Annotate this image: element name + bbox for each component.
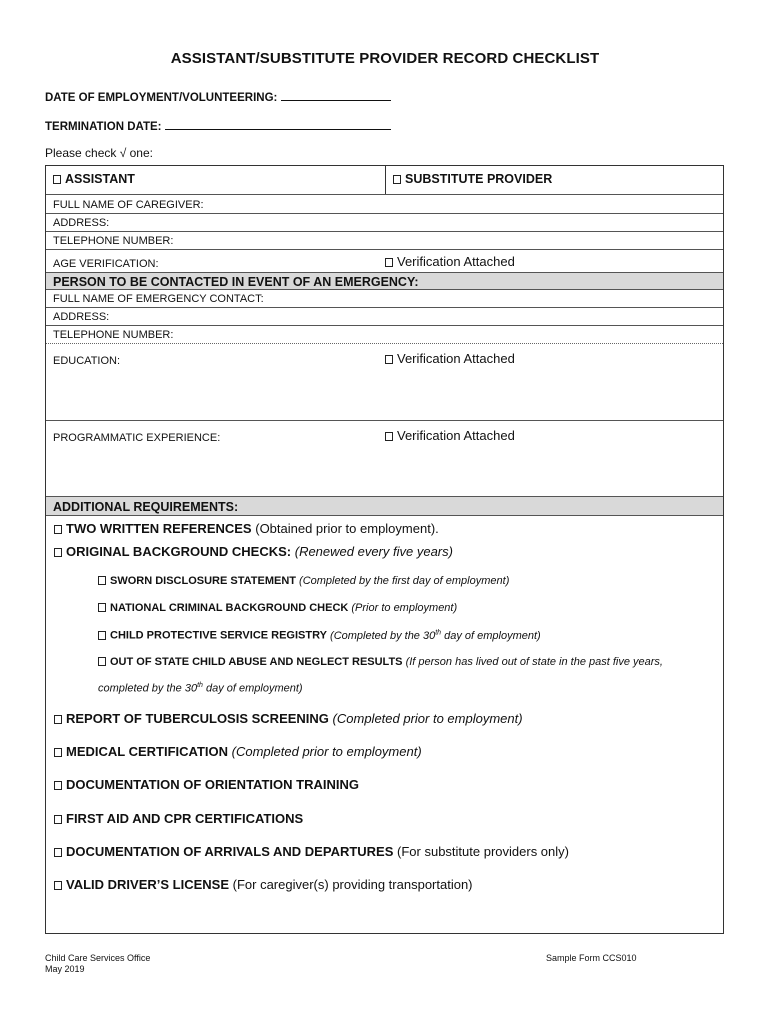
oos-checkbox[interactable]	[98, 657, 106, 666]
emergency-address-row[interactable]	[46, 308, 723, 326]
caregiver-telephone-label: TELEPHONE NUMBER:	[53, 235, 174, 247]
footer-form-id: Sample Form CCS010	[546, 953, 637, 963]
tb-checkbox[interactable]	[54, 715, 62, 724]
cps-note-part-b: day of employment)	[441, 629, 541, 642]
employment-date-label: DATE OF EMPLOYMENT/VOLUNTEERING:	[45, 92, 278, 104]
medical-note: (Completed prior to employment)	[231, 744, 422, 759]
license-checkbox[interactable]	[54, 881, 62, 890]
education-checkbox[interactable]	[385, 355, 393, 364]
termination-date-label: TERMINATION DATE:	[45, 121, 162, 133]
orientation-checkbox[interactable]	[54, 781, 62, 790]
background-checkbox[interactable]	[54, 548, 62, 557]
programmatic-verification-attached[interactable]	[385, 428, 515, 443]
arrivals-checkbox[interactable]	[54, 848, 62, 857]
education-verification-label: Verification Attached	[397, 351, 515, 366]
programmatic-checkbox[interactable]	[385, 432, 393, 441]
req-background-checks[interactable]	[54, 544, 453, 559]
emergency-telephone-row[interactable]	[46, 326, 723, 344]
ncbc-label: NATIONAL CRIMINAL BACKGROUND CHECK	[110, 602, 349, 614]
req-drivers-license[interactable]	[54, 877, 473, 892]
references-checkbox[interactable]	[54, 525, 62, 534]
education-verification-attached[interactable]	[385, 351, 515, 366]
footer-office: Child Care Services Office	[45, 953, 151, 963]
additional-requirements-header	[46, 496, 723, 516]
form-title: ASSISTANT/SUBSTITUTE PROVIDER RECORD CHECKLIST	[170, 50, 600, 67]
programmatic-experience-row[interactable]	[46, 421, 723, 495]
medical-label: MEDICAL CERTIFICATION	[66, 744, 229, 759]
additional-header-label: ADDITIONAL REQUIREMENTS:	[53, 500, 239, 514]
cps-note-part-a: (Completed by the 30	[330, 629, 436, 642]
caregiver-name-label: FULL NAME OF CAREGIVER:	[53, 199, 204, 211]
cps-checkbox[interactable]	[98, 631, 106, 640]
cps-label: CHILD PROTECTIVE SERVICE REGISTRY	[110, 629, 327, 642]
type-divider	[385, 166, 386, 194]
ncbc-checkbox[interactable]	[98, 603, 106, 612]
age-verification-checkbox[interactable]	[385, 258, 393, 267]
footer-left	[45, 953, 150, 975]
sworn-note: (Completed by the first day of employment)	[299, 575, 510, 587]
references-note: (Obtained prior to employment).	[255, 521, 439, 536]
tb-label: REPORT OF TUBERCULOSIS SCREENING	[66, 711, 329, 726]
sub-out-of-state-results[interactable]	[98, 656, 663, 668]
license-note: (For caregiver(s) providing transportation)	[232, 877, 473, 892]
caregiver-telephone-row[interactable]	[46, 232, 723, 250]
req-tuberculosis-screening[interactable]	[54, 711, 523, 726]
license-label: VALID DRIVER’S LICENSE	[66, 877, 230, 892]
tb-note: (Completed prior to employment)	[332, 711, 523, 726]
oos-label: OUT OF STATE CHILD ABUSE AND NEGLECT RESULTS	[110, 656, 403, 668]
education-row[interactable]	[46, 344, 723, 421]
medical-checkbox[interactable]	[54, 748, 62, 757]
programmatic-verification-label: Verification Attached	[397, 428, 515, 443]
age-verification-attached-label: Verification Attached	[397, 254, 515, 269]
emergency-contact-header	[46, 272, 723, 290]
sworn-checkbox[interactable]	[98, 576, 106, 585]
checklist-form	[45, 165, 724, 934]
footer-date: May 2019	[45, 964, 85, 974]
employment-date-blank[interactable]	[281, 89, 391, 101]
age-verification-label: AGE VERIFICATION:	[53, 258, 159, 270]
emergency-telephone-label: TELEPHONE NUMBER:	[53, 329, 174, 341]
termination-date-blank[interactable]	[165, 118, 391, 130]
age-verification-attached[interactable]	[385, 254, 515, 269]
cps-note	[330, 630, 541, 642]
assistant-option[interactable]	[53, 172, 135, 186]
please-check-instruction: Please check √ one:	[45, 146, 153, 160]
background-note: (Renewed every five years)	[294, 544, 453, 559]
orientation-label: DOCUMENTATION OF ORIENTATION TRAINING	[66, 777, 359, 792]
emergency-header-label: PERSON TO BE CONTACTED IN EVENT OF AN EMERGENCY:	[53, 275, 419, 289]
emergency-address-label: ADDRESS:	[53, 311, 110, 323]
cps-note-superscript: th	[435, 629, 442, 636]
sub-child-protective-registry[interactable]	[98, 629, 541, 642]
req-medical-certification[interactable]	[54, 744, 422, 759]
assistant-label: ASSISTANT	[65, 172, 135, 186]
substitute-option[interactable]	[393, 172, 552, 186]
substitute-label: SUBSTITUTE PROVIDER	[405, 172, 553, 186]
provider-type-row	[46, 166, 723, 195]
programmatic-label: PROGRAMMATIC EXPERIENCE:	[53, 432, 221, 444]
oos-note2-part-b: day of employment)	[202, 682, 303, 695]
oos-note-continuation	[98, 682, 303, 695]
age-verification-row[interactable]	[46, 250, 723, 272]
assistant-checkbox[interactable]	[53, 175, 61, 184]
substitute-checkbox[interactable]	[393, 175, 401, 184]
employment-date-field[interactable]	[45, 89, 391, 104]
ncbc-note: (Prior to employment)	[351, 602, 458, 614]
sub-sworn-disclosure[interactable]	[98, 575, 509, 587]
arrivals-label: DOCUMENTATION OF ARRIVALS AND DEPARTURES	[66, 844, 394, 859]
req-orientation-training[interactable]	[54, 777, 359, 792]
oos-note: (If person has lived out of state in the past five years,	[405, 656, 663, 668]
first-aid-label: FIRST AID AND CPR CERTIFICATIONS	[66, 811, 304, 826]
arrivals-note: (For substitute providers only)	[397, 844, 569, 859]
emergency-name-label: FULL NAME OF EMERGENCY CONTACT:	[53, 293, 264, 305]
req-first-aid-cpr[interactable]	[54, 811, 303, 826]
req-written-references[interactable]	[54, 521, 439, 536]
req-arrivals-departures[interactable]	[54, 844, 569, 859]
education-label: EDUCATION:	[53, 355, 121, 367]
references-label: TWO WRITTEN REFERENCES	[66, 521, 252, 536]
first-aid-checkbox[interactable]	[54, 815, 62, 824]
termination-date-field[interactable]	[45, 118, 391, 133]
caregiver-address-label: ADDRESS:	[53, 217, 110, 229]
sub-national-criminal-check[interactable]	[98, 602, 457, 614]
caregiver-address-row[interactable]	[46, 214, 723, 232]
oos-note2-part-a: completed by the 30	[98, 682, 198, 695]
oos-note2-superscript: th	[197, 682, 203, 689]
sworn-label: SWORN DISCLOSURE STATEMENT	[110, 575, 296, 587]
emergency-name-row[interactable]	[46, 290, 723, 308]
background-label: ORIGINAL BACKGROUND CHECKS:	[66, 544, 292, 559]
caregiver-name-row[interactable]	[46, 196, 723, 214]
